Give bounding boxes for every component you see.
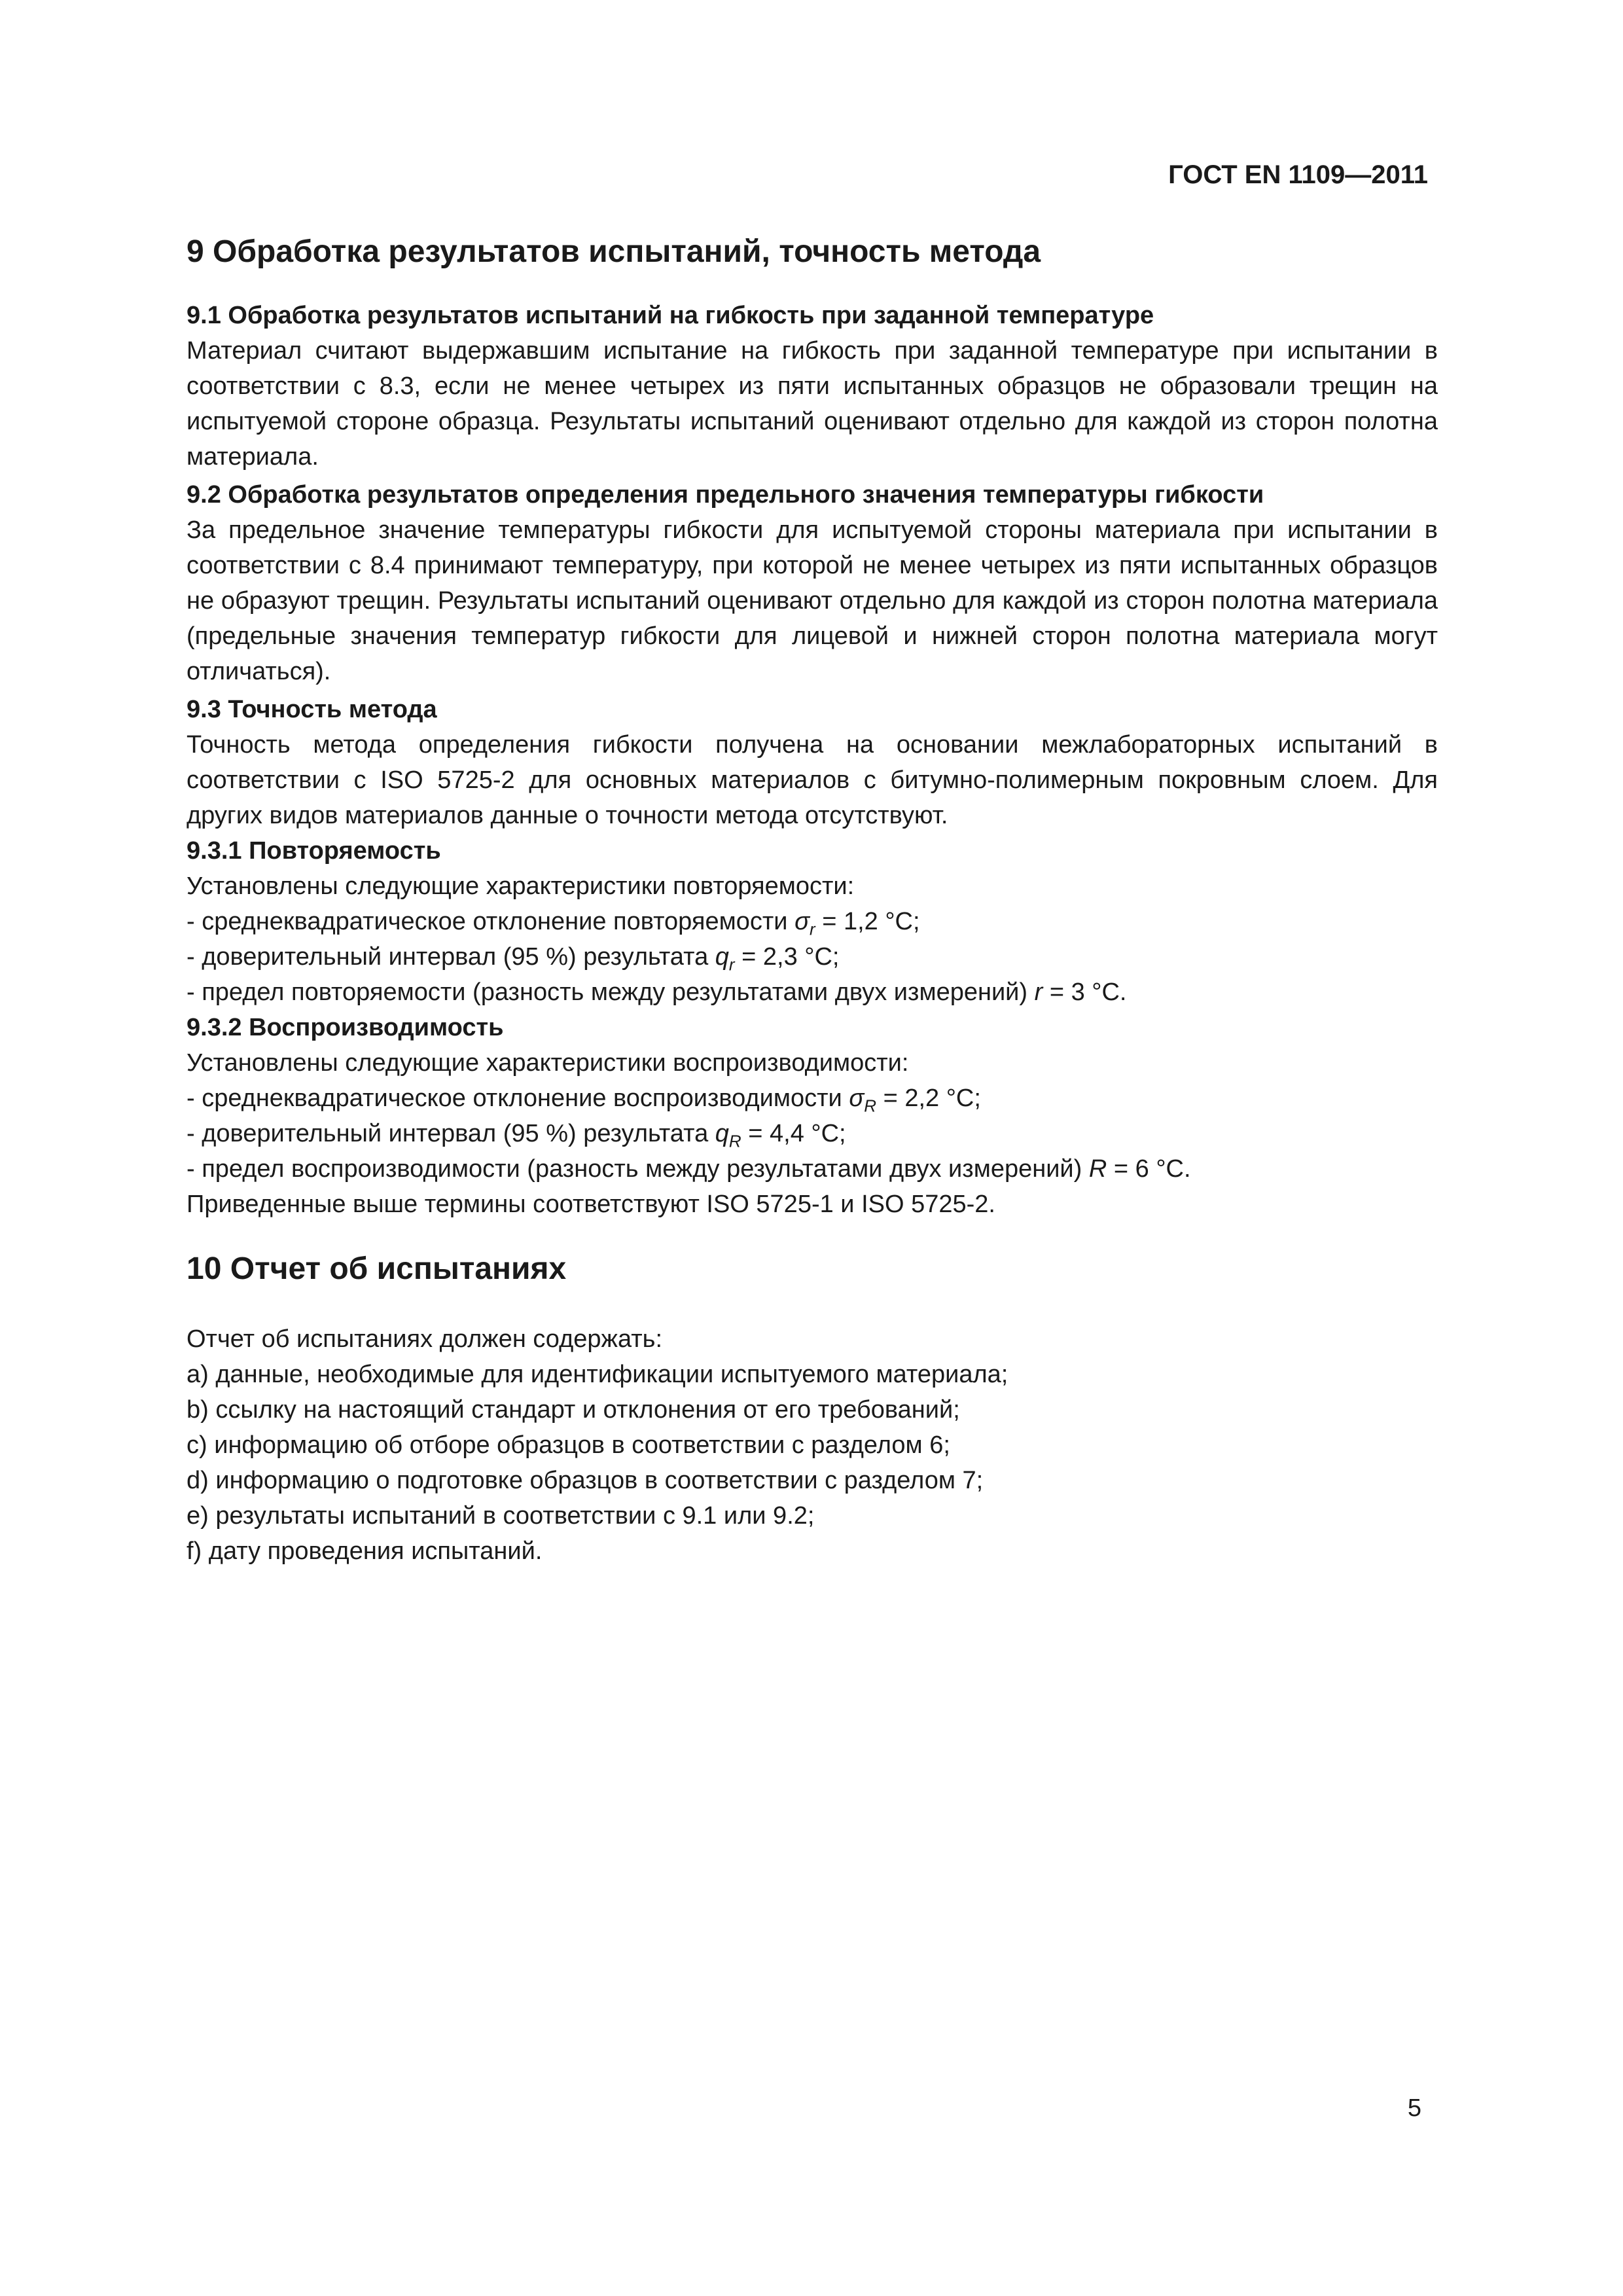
repeatability-item-2: - доверительный интервал (95 %) результата $q_r = 2,3$ °С;	[187, 943, 840, 975]
report-item-f: f) дату проведения испытаний.	[187, 1537, 543, 1565]
repeatability-item-1: - среднеквадратическое отклонение повторяемости $\sigma_r = 1,2$ °С;	[187, 908, 920, 939]
report-intro: Отчет об испытаниях должен содержать:	[187, 1325, 663, 1353]
report-item-a: a) данные, необходимые для идентификации испытуемого материала;	[187, 1361, 1008, 1388]
report-item-c: c) информацию об отборе образцов в соответствии с разделом 6;	[187, 1431, 950, 1459]
section-9-3-title: 9.3 Точность метода	[187, 696, 437, 723]
reproducibility-item-1: - среднеквадратическое отклонение воспроизводимости $\sigma_R = 2,2$ °С;	[187, 1085, 981, 1116]
report-item-d: d) информацию о подготовке образцов в соответствии с разделом 7;	[187, 1467, 984, 1494]
page-content	[187, 232, 1438, 1569]
section-9-3-text: Точность метода определения гибкости получена на основании межлабораторных испытаний в соответствии с ISO 5725-2 для основных материалов с битумно-полимерным покровным слоем. Для других видов материалов данные о точности метода отсутствуют.	[187, 731, 1438, 829]
reproducibility-item-2: - доверительный интервал (95 %) результата $q_R = 4,4$ °С;	[187, 1120, 846, 1151]
section-10-title: 10 Отчет об испытаниях	[187, 1251, 567, 1286]
report-item-e: e) результаты испытаний в соответствии с 9.1 или 9.2;	[187, 1502, 815, 1530]
document-code-header: ГОСТ EN 1109—2011	[1168, 160, 1428, 189]
repeatability-intro: Установлены следующие характеристики повторяемости:	[187, 872, 855, 900]
section-9-title: 9 Обработка результатов испытаний, точность метода	[187, 234, 1041, 269]
section-9-2-title: 9.2 Обработка результатов определения предельного значения температуры гибкости	[187, 481, 1264, 509]
section-9-2-text: За предельное значение температуры гибкости для испытуемой стороны материала при испытании в соответствии с 8.4 принимают температуру, при которой не менее четырех из пяти испытанных образцов не образуют трещин. Результаты испытаний оценивают отдельно для каждой из сторон полотна материала (предельные значения температур гибкости для лицевой и нижней сторон полотна материала могут отличаться).	[187, 516, 1438, 685]
section-9-3-2-title: 9.3.2 Воспроизводимость	[187, 1014, 504, 1041]
terms-note: Приведенные выше термины соответствуют ISO 5725-1 и ISO 5725-2.	[187, 1191, 995, 1218]
section-9-1-title: 9.1 Обработка результатов испытаний на гибкость при заданной температуре	[187, 302, 1154, 329]
reproducibility-intro: Установлены следующие характеристики воспроизводимости:	[187, 1049, 909, 1077]
report-item-b: b) ссылку на настоящий стандарт и отклонения от его требований;	[187, 1396, 960, 1424]
page-number: 5	[1407, 2094, 1421, 2122]
section-9-3-1-title: 9.3.1 Повторяемость	[187, 837, 441, 865]
section-9-1-text: Материал считают выдержавшим испытание на гибкость при заданной температуре при испытании в соответствии с 8.3, если не менее четырех из пяти испытанных образцов не образовали трещин на испытуемой стороне образца. Результаты испытаний оценивают отдельно для каждой из сторон полотна материала.	[187, 337, 1438, 471]
reproducibility-item-3: - предел воспроизводимости (разность между результатами двух измерений) R = 6 °С.	[187, 1155, 1191, 1183]
repeatability-item-3: - предел повторяемости (разность между результатами двух измерений) r = 3 °С.	[187, 978, 1127, 1006]
